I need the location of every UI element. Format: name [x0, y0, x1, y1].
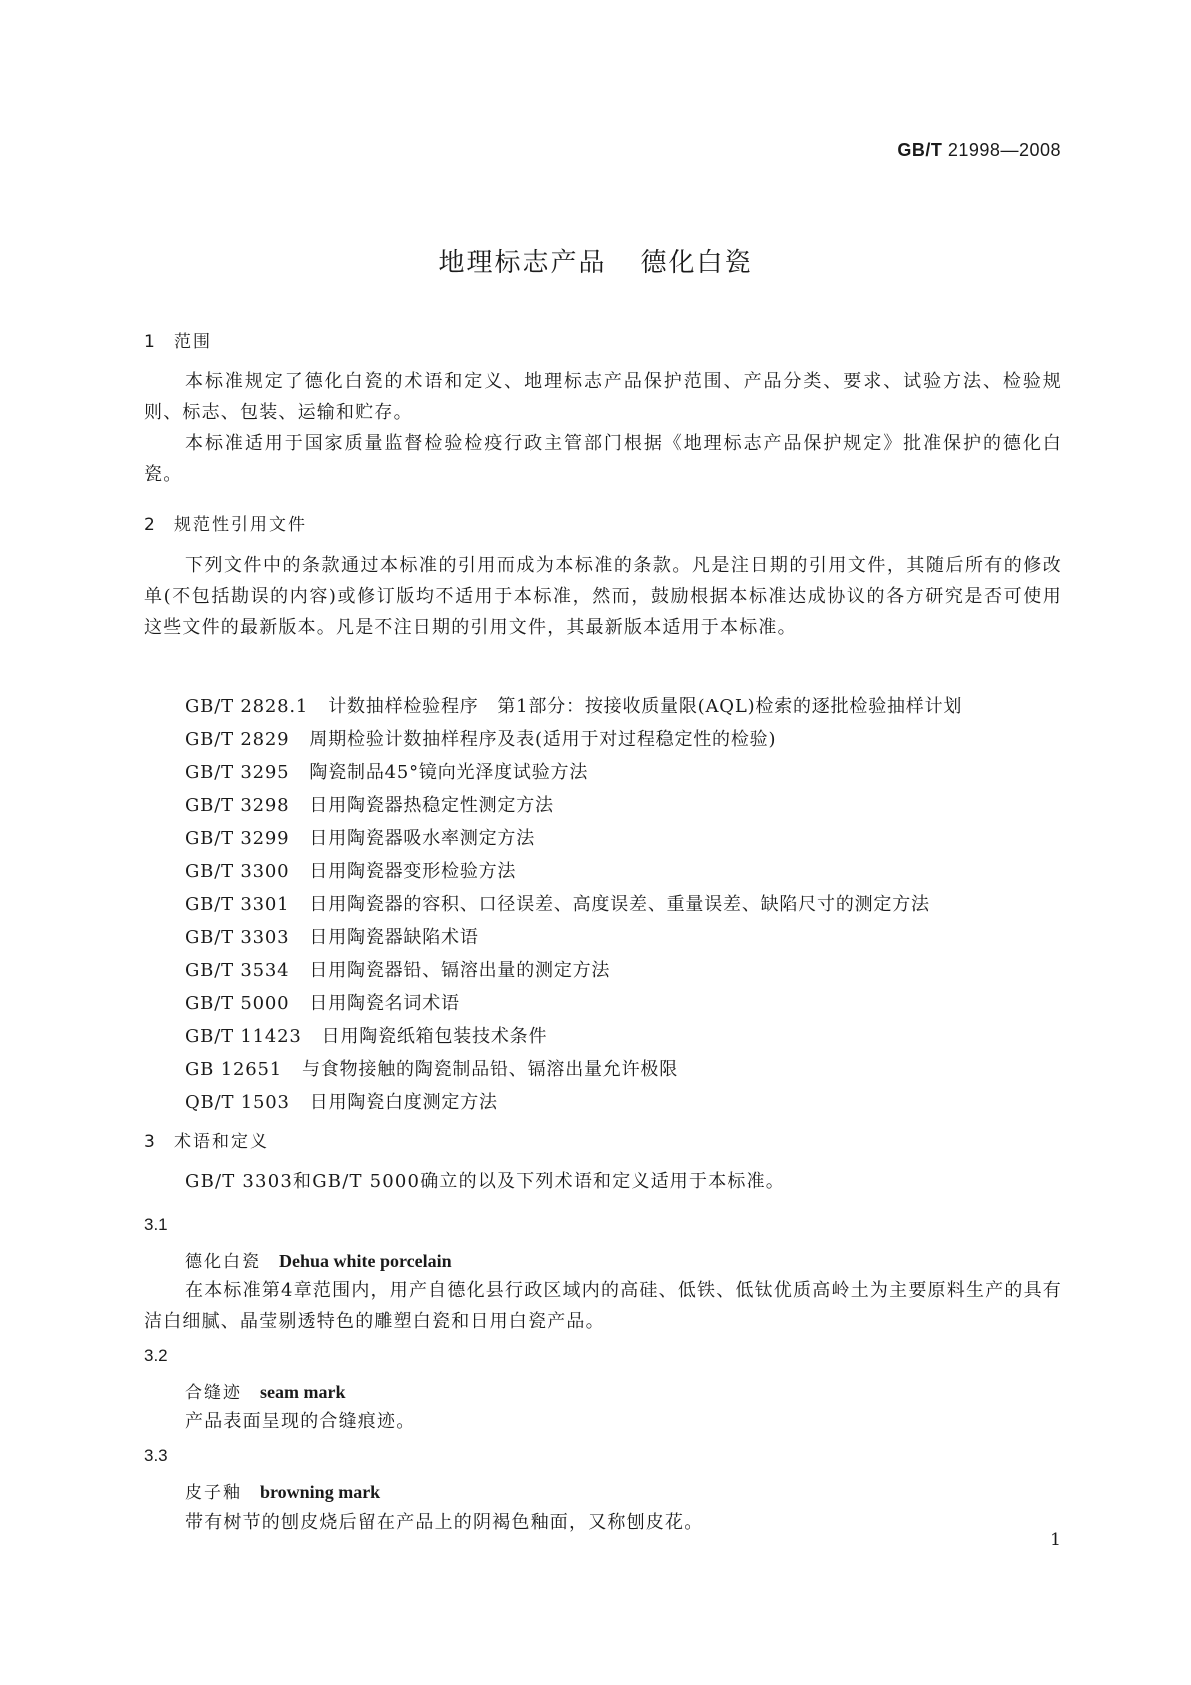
reference-code: GB/T 5000 — [185, 993, 290, 1014]
reference-title: 周期检验计数抽样程序及表(适用于对过程稳定性的检验) — [309, 729, 777, 750]
section-2-intro: 下列文件中的条款通过本标准的引用而成为本标准的条款。凡是注日期的引用文件，其随后所有的修改单(不包括勘误的内容)或修订版均不适用于本标准，然而，鼓励根据本标准达成协议的各方研究是否可使用这些文件的最新版本。凡是不注日期的引用文件，其最新版本适用于本标准。 — [144, 555, 1062, 638]
standard-code: 21998—2008 — [942, 140, 1061, 160]
reference-code: GB/T 3534 — [185, 960, 290, 981]
title-part-1: 地理标志产品 — [438, 248, 607, 278]
clause-3-2-number: 3.2 — [144, 1346, 168, 1365]
reference-title: 日用陶瓷纸箱包装技术条件 — [321, 1026, 548, 1047]
reference-code: GB/T 3303 — [185, 927, 290, 948]
term-chinese: 皮子釉 — [185, 1483, 242, 1503]
clause-3-1-number: 3.1 — [144, 1215, 168, 1234]
reference-item — [185, 888, 962, 921]
term-english: browning mark — [260, 1482, 381, 1502]
section-title: 术语和定义 — [174, 1132, 269, 1152]
reference-code: GB/T 3298 — [185, 795, 290, 816]
section-number: 1 — [144, 332, 155, 352]
reference-item — [185, 921, 962, 954]
section-number: 2 — [144, 515, 155, 535]
section-2-heading — [144, 510, 307, 535]
reference-title: 与食物接触的陶瓷制品铅、镉溶出量允许极限 — [302, 1059, 678, 1080]
reference-item — [185, 723, 962, 756]
term-chinese: 合缝迹 — [185, 1383, 242, 1403]
reference-code: GB/T 3295 — [185, 762, 290, 783]
reference-item — [185, 822, 962, 855]
section-1-para-2: 本标准适用于国家质量监督检验检疫行政主管部门根据《地理标志产品保护规定》批准保护的德化白瓷。 — [144, 433, 1062, 485]
section-title: 规范性引用文件 — [174, 515, 307, 535]
reference-code: GB/T 3301 — [185, 894, 290, 915]
reference-code: QB/T 1503 — [185, 1092, 290, 1113]
term-3-2-definition: 产品表面呈现的合缝痕迹。 — [185, 1411, 416, 1432]
reference-item — [185, 690, 962, 723]
clause-3-3-number: 3.3 — [144, 1446, 168, 1465]
reference-item — [185, 789, 962, 822]
term-3-3-definition: 带有树节的刨皮烧后留在产品上的阴褐色釉面，又称刨皮花。 — [185, 1512, 704, 1533]
reference-title: 日用陶瓷器缺陷术语 — [309, 927, 479, 948]
term-english: Dehua white porcelain — [279, 1251, 452, 1271]
term-chinese: 德化白瓷 — [185, 1252, 261, 1272]
reference-item — [185, 1020, 962, 1053]
reference-item — [185, 1053, 962, 1086]
reference-code: GB/T 11423 — [185, 1026, 302, 1047]
section-3-heading — [144, 1127, 269, 1152]
reference-code: GB/T 2829 — [185, 729, 290, 750]
section-1-para-1: 本标准规定了德化白瓷的术语和定义、地理标志产品保护范围、产品分类、要求、试验方法、检验规则、标志、包装、运输和贮存。 — [144, 371, 1062, 423]
reference-code: GB/T 3299 — [185, 828, 290, 849]
reference-code: GB/T 2828.1 — [185, 696, 309, 717]
reference-item — [185, 1086, 962, 1119]
term-3-2 — [185, 1378, 345, 1403]
term-3-3 — [185, 1478, 380, 1503]
page-number: 1 — [1050, 1530, 1061, 1550]
term-english: seam mark — [260, 1382, 346, 1402]
title-part-2: 德化白瓷 — [640, 248, 753, 278]
section-3-intro: GB/T 3303和GB/T 5000确立的以及下列术语和定义适用于本标准。 — [185, 1171, 786, 1192]
reference-code: GB/T 3300 — [185, 861, 290, 882]
reference-title: 陶瓷制品45°镜向光泽度试验方法 — [309, 762, 589, 783]
section-title: 范围 — [174, 332, 212, 352]
reference-item — [185, 987, 962, 1020]
document-title — [0, 242, 1191, 279]
standard-prefix: GB/T — [897, 140, 943, 160]
reference-title: 日用陶瓷名词术语 — [309, 993, 460, 1014]
section-number: 3 — [144, 1132, 155, 1152]
reference-item — [185, 855, 962, 888]
normative-references-list — [185, 690, 962, 1119]
reference-title: 日用陶瓷器吸水率测定方法 — [309, 828, 536, 849]
section-1-heading — [144, 327, 212, 352]
standard-number — [897, 140, 1061, 161]
reference-title: 日用陶瓷器变形检验方法 — [309, 861, 517, 882]
term-3-1-definition: 在本标准第4章范围内，用产自德化县行政区域内的高硅、低铁、低钛优质高岭土为主要原料生产的具有洁白细腻、晶莹剔透特色的雕塑白瓷和日用白瓷产品。 — [144, 1280, 1062, 1332]
reference-item — [185, 756, 962, 789]
reference-item — [185, 954, 962, 987]
term-3-1 — [185, 1247, 452, 1272]
reference-code: GB 12651 — [185, 1059, 282, 1080]
reference-title: 日用陶瓷器的容积、口径误差、高度误差、重量误差、缺陷尺寸的测定方法 — [309, 894, 930, 915]
reference-title: 计数抽样检验程序 第1部分：按接收质量限(AQL)检索的逐批检验抽样计划 — [328, 696, 963, 717]
reference-title: 日用陶瓷器铅、镉溶出量的测定方法 — [309, 960, 611, 981]
reference-title: 日用陶瓷白度测定方法 — [309, 1092, 498, 1113]
reference-title: 日用陶瓷器热稳定性测定方法 — [309, 795, 554, 816]
